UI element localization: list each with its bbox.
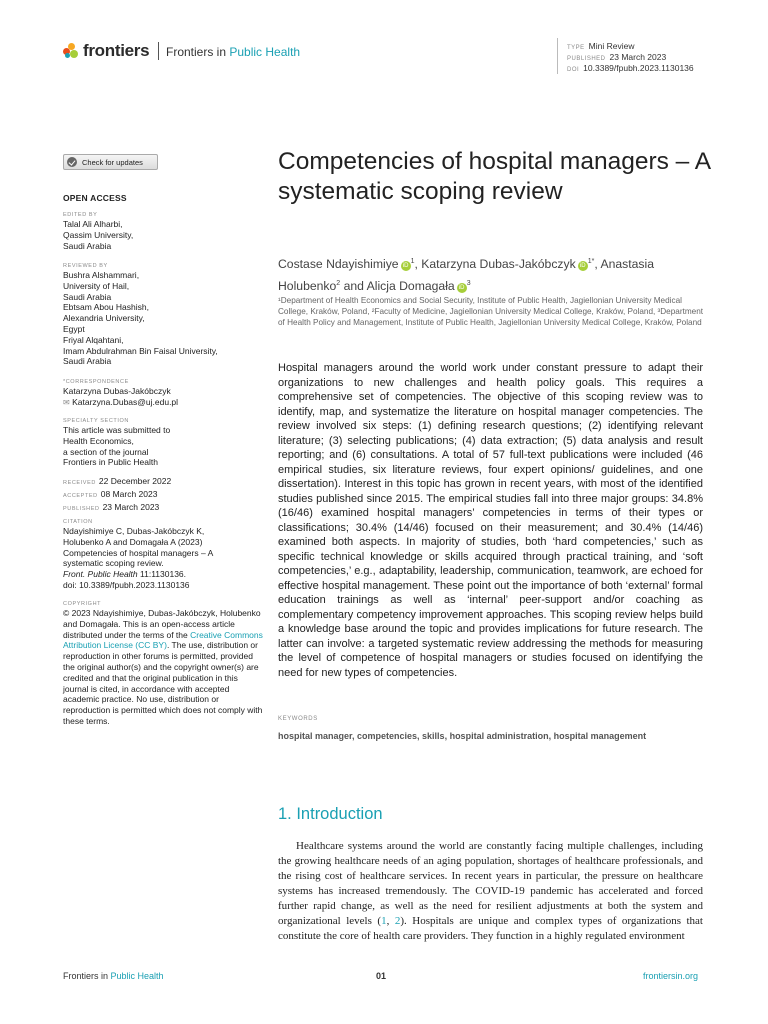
meta-type: TYPE Mini Review bbox=[567, 41, 635, 51]
orcid-icon[interactable]: iD bbox=[578, 261, 588, 271]
affiliations: ¹Department of Health Economics and Social Security, Institute of Public Health, Jagiellonian University Medical College, Kraków, Poland, ²Faculty of Medicine, Jagiellonian University Medical College, Kraków, Poland, ³Department of Health Policy and Management, Institute of Public Health, Jagiellonian University Medical College, Kraków, Poland bbox=[278, 296, 704, 327]
author-list: Costase Ndayishimiye $iD^1$, Katarzyna Dubas-Jakóbczyk $iD^{1*}$, Anastasia Holubenko$^2$ and Alicja Domagała $iD^3$ bbox=[278, 257, 654, 294]
orcid-icon[interactable]: iD bbox=[401, 261, 411, 271]
meta-published: PUBLISHED 23 March 2023 bbox=[567, 52, 667, 62]
author-name[interactable]: Alicja Domagała bbox=[366, 279, 455, 294]
citation-block: CITATION Ndayishimiye C, Dubas-Jakóbczyk K, Holubenko A and Domagała A (2023) Competencies of hospital managers – A systematic scoping review. Front. Public Health 11:1130136. doi: 10.3389/fpubh.2023.1130136 bbox=[63, 518, 263, 591]
edited-by-block: EDITED BY Talal Ali Alharbi, Qassim University, Saudi Arabia bbox=[63, 212, 134, 251]
copyright-block: COPYRIGHT © 2023 Ndayishimiye, Dubas-Jakóbczyk, Holubenko and Domagała. This is an open-access article distributed under the terms of the Creative Commons Attribution License (CC BY). The use, distribution or reproduction in other forums is permitted, provided the original author(s) and the copyright owner(s) are credited and that the original publication in this journal is cited, in accordance with accepted academic practice. No use, distribution or reproduction is permitted which does not comply with these terms. bbox=[63, 601, 263, 726]
author-name[interactable]: Katarzyna Dubas-Jakóbczyk bbox=[421, 257, 576, 272]
frontiers-logo[interactable] bbox=[63, 41, 149, 61]
orcid-icon[interactable]: iD bbox=[457, 283, 467, 293]
envelope-icon: ✉ bbox=[63, 397, 70, 407]
keywords-label: KEYWORDS bbox=[278, 716, 318, 722]
author-name[interactable]: Costase Ndayishimiye bbox=[278, 257, 399, 272]
footer-site-link[interactable]: frontiersin.org bbox=[643, 971, 699, 981]
meta-divider bbox=[557, 38, 558, 74]
page-number: 01 bbox=[376, 971, 387, 981]
meta-doi[interactable]: DOI 10.3389/fpubh.2023.1130136 bbox=[567, 63, 694, 73]
dates-block: RECEIVED 22 December 2022 ACCEPTED 08 March 2023 PUBLISHED 23 March 2023 bbox=[63, 476, 172, 512]
author-name[interactable]: Anastasia Holubenko bbox=[278, 257, 654, 294]
cc-by-license-link[interactable]: Creative Commons Attribution License (CC BY) bbox=[63, 629, 263, 651]
journal-accent: Public Health bbox=[229, 45, 301, 59]
check-icon bbox=[67, 157, 77, 167]
journal-name-header[interactable] bbox=[166, 45, 300, 59]
citation-doi[interactable]: doi: 10.3389/fpubh.2023.1130136 bbox=[63, 579, 190, 590]
footer-journal[interactable]: Frontiers in Public Health bbox=[63, 971, 164, 981]
frontiers-logo-mark-icon bbox=[63, 43, 79, 59]
article-title: Competencies of hospital managers – A systematic scoping review bbox=[278, 148, 710, 205]
correspondence-email-link[interactable]: ✉ Katarzyna.Dubas@uj.edu.pl bbox=[63, 396, 179, 407]
section-heading-introduction: 1. Introduction bbox=[278, 805, 383, 823]
reference-link[interactable]: 1 bbox=[381, 915, 387, 927]
introduction-paragraph: Healthcare systems around the world are constantly facing multiple challenges, including the growing healthcare needs of an aging population, shortages of healthcare professionals, and the rising cost of healthcare services. In recent years in particular, the pressure on healthcare systems has increased tremendously. The COVID-19 pandemic has accelerated and forced further rapid change, as well as the need for resilient adjustments at both the system and organizational levels (1, 2). Hospitals are unique and complex types of organizations that constitute the core of health care providers. They function in a highly regulated environment bbox=[278, 840, 703, 942]
specialty-section-block: SPECIALTY SECTION This article was submitted to Health Economics, a section of the journal Frontiers in Public Health bbox=[63, 418, 171, 468]
logo-text: frontiers bbox=[83, 41, 150, 60]
open-access-label: OPEN ACCESS bbox=[63, 193, 127, 203]
reviewed-by-block: REVIEWED BY Bushra Alshammari, University of Hail, Saudi Arabia Ebtsam Abou Hashish, Alexandria University, Egypt Friyal Alqahtani, Imam Abdulrahman Bin Faisal University, Saudi Arabia bbox=[63, 263, 218, 367]
reference-link[interactable]: 2 bbox=[394, 915, 401, 927]
correspondence-block: *CORRESPONDENCE Katarzyna Dubas-Jakóbczyk ✉ Katarzyna.Dubas@uj.edu.pl bbox=[63, 378, 263, 409]
header-divider bbox=[158, 42, 159, 60]
keywords: hospital manager, competencies, skills, hospital administration, hospital management bbox=[278, 731, 647, 741]
journal-prefix: Frontiers in bbox=[166, 45, 227, 59]
check-for-updates-button[interactable]: Check for updates bbox=[63, 154, 158, 170]
abstract: Hospital managers around the world work under constant pressure to adapt their organizations to new challenges and health policy goals. This requires a comprehensive set of competencies. The objective of this scoping review was to identify, map, and systematize the literature on hospital manager competencies. The review involved six steps: (1) defining research questions; (2) identifying relevant literature; (3) selecting publications; (4) data extraction; (5) data analysis and result reporting; and (6) consultations. A total of 57 full-text publications were included (46 empirical studies, six literature reviews, four expert opinions/ guidelines, and one dissertation). Interest in this topic has grown in recent years, with most of the identified studies published since 2015. The empirical studies fall into three major groups: 34.8% (16/46) examined hospital managers’ competencies in terms of their types or classifications; 30.4% (14/46) focused on their measurement; and 30.4% (14/46) examined both aspects. In majority of studies, both ‘hard competencies,’ such as specific technical knowledge or skills acquired through practical training, and ‘soft competencies,’ e.g., adaptability, leadership, communication, teamwork, are echoed for effective hospital management. These point out the importance of both ‘external’ formal education trainings as well as ‘internal’ peer-support and/or coaching as complementary competency improvement approaches. This scoping review helps build a knowledge base around the topic and provides implications for future research. The latter can involve: a targeted systematic review addressing the methods for measuring the level of competence of hospital managers or studies focused on identifying the need for new types of competencies. bbox=[278, 362, 703, 679]
